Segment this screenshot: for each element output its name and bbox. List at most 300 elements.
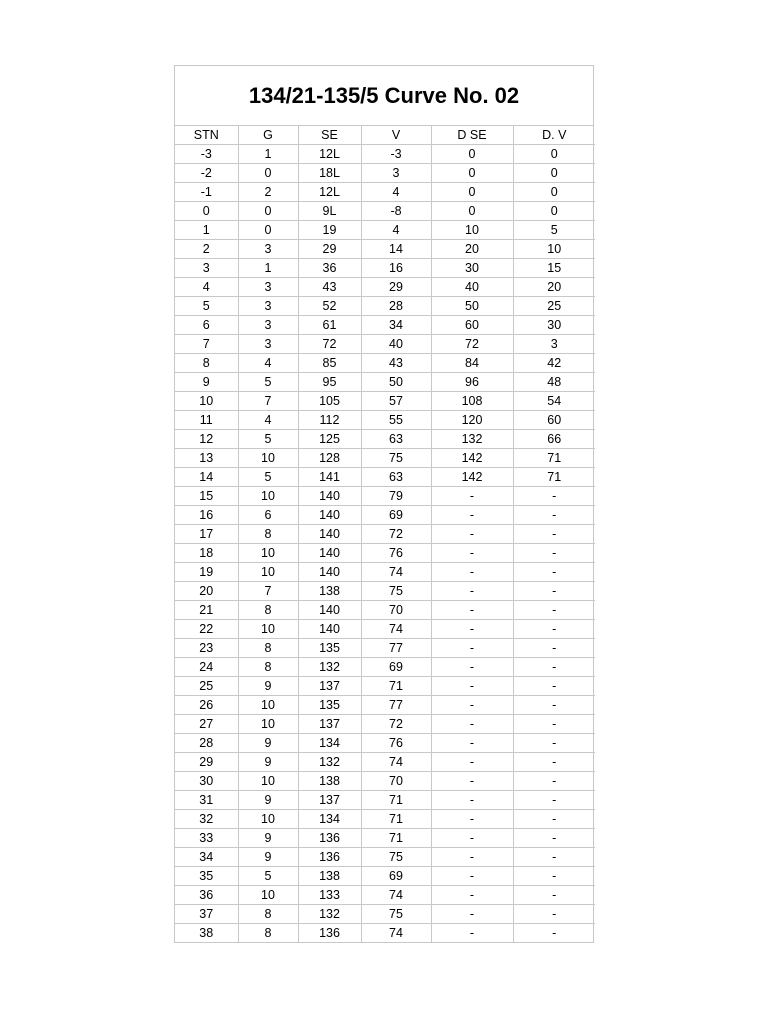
table-row [175,468,595,487]
cell-v: 28 [361,297,431,316]
column-header-v: V [361,126,431,145]
cell-d-se: - [431,620,513,639]
cell-d-v: - [513,905,595,924]
table-row [175,715,595,734]
cell-stn: 23 [175,639,238,658]
cell-d-v: - [513,639,595,658]
cell-g: 0 [238,164,298,183]
table-row [175,544,595,563]
cell-v: 77 [361,696,431,715]
cell-se: 140 [298,525,361,544]
cell-g: 8 [238,639,298,658]
cell-stn: 24 [175,658,238,677]
cell-d-se: 108 [431,392,513,411]
cell-stn: 30 [175,772,238,791]
table-row [175,696,595,715]
cell-d-v: - [513,772,595,791]
cell-stn: 16 [175,506,238,525]
cell-d-v: - [513,810,595,829]
cell-d-v: 30 [513,316,595,335]
table-row [175,145,595,164]
cell-se: 136 [298,924,361,943]
cell-stn: 33 [175,829,238,848]
cell-d-v: - [513,867,595,886]
cell-stn: 8 [175,354,238,373]
cell-v: 74 [361,563,431,582]
table-row [175,601,595,620]
cell-v: 74 [361,620,431,639]
cell-d-v: 5 [513,221,595,240]
cell-d-se: - [431,658,513,677]
table-row [175,221,595,240]
cell-d-v: - [513,582,595,601]
cell-g: 5 [238,468,298,487]
cell-stn: 20 [175,582,238,601]
cell-v: 70 [361,601,431,620]
table-row [175,829,595,848]
table-row [175,563,595,582]
cell-g: 6 [238,506,298,525]
cell-d-se: - [431,601,513,620]
cell-d-se: 0 [431,164,513,183]
table-row [175,240,595,259]
table-body [175,145,595,943]
cell-se: 137 [298,677,361,696]
cell-stn: 1 [175,221,238,240]
cell-d-se: - [431,905,513,924]
table-row [175,297,595,316]
cell-d-se: - [431,487,513,506]
cell-se: 133 [298,886,361,905]
cell-v: 75 [361,905,431,924]
cell-se: 72 [298,335,361,354]
column-header-se: SE [298,126,361,145]
cell-v: 16 [361,259,431,278]
cell-d-v: - [552,926,557,940]
table-row [175,506,595,525]
cell-d-v: - [513,544,595,563]
cell-v: 69 [361,506,431,525]
cell-se: 137 [298,715,361,734]
cell-g: 5 [238,373,298,392]
cell-v: 71 [361,791,431,810]
cell-v: 57 [361,392,431,411]
cell-d-v: - [513,829,595,848]
table-row [175,677,595,696]
table-row [175,582,595,601]
column-header-d-v: D. V [513,126,595,145]
cell-se: 132 [298,658,361,677]
table-row [175,411,595,430]
cell-stn: 38 [175,924,238,943]
cell-d-se: - [431,753,513,772]
cell-stn: 36 [175,886,238,905]
cell-g: 8 [238,601,298,620]
cell-se: 134 [298,810,361,829]
cell-stn: 35 [175,867,238,886]
cell-stn: -3 [175,145,238,164]
table-row [175,354,595,373]
cell-d-v: 10 [513,240,595,259]
cell-stn: 25 [175,677,238,696]
cell-g: 10 [238,696,298,715]
cell-d-v: - [513,715,595,734]
cell-g: 3 [238,278,298,297]
cell-v: 74 [361,924,431,943]
cell-v: 69 [361,867,431,886]
cell-v: 50 [361,373,431,392]
cell-d-se: 96 [431,373,513,392]
cell-d-v: 0 [513,183,595,202]
cell-g: 10 [238,886,298,905]
table-row [175,449,595,468]
column-header-d-se: D SE [431,126,513,145]
cell-se: 138 [298,867,361,886]
cell-se: 140 [298,506,361,525]
cell-d-v: - [513,886,595,905]
cell-se: 134 [298,734,361,753]
cell-v: 71 [361,677,431,696]
table-row [175,164,595,183]
table-row [175,525,595,544]
cell-stn: 18 [175,544,238,563]
table-row [175,886,595,905]
cell-g: 8 [238,905,298,924]
cell-v: 76 [361,734,431,753]
cell-stn: 22 [175,620,238,639]
cell-d-v: 42 [513,354,595,373]
header-row [175,126,595,145]
cell-v: 79 [361,487,431,506]
cell-se: 43 [298,278,361,297]
cell-stn: -2 [175,164,238,183]
cell-se: 61 [298,316,361,335]
cell-se: 18L [298,164,361,183]
cell-g: 0 [238,221,298,240]
cell-stn: 12 [175,430,238,449]
cell-se: 12L [298,183,361,202]
cell-d-v: - [513,563,595,582]
cell-d-se: - [431,848,513,867]
cell-se: 141 [298,468,361,487]
cell-se: 112 [298,411,361,430]
cell-stn: 10 [175,392,238,411]
cell-d-v: 60 [513,411,595,430]
cell-se: 132 [298,753,361,772]
cell-d-v: 48 [513,373,595,392]
cell-d-se: 30 [431,259,513,278]
table-row [175,202,595,221]
cell-d-se: 0 [431,183,513,202]
cell-d-v: 54 [513,392,595,411]
cell-g: 4 [238,354,298,373]
cell-g: 9 [238,734,298,753]
cell-d-se: 50 [431,297,513,316]
cell-d-se: 0 [431,202,513,221]
cell-v: 75 [361,848,431,867]
table-row [175,259,595,278]
cell-se: 138 [298,582,361,601]
cell-v: 75 [361,582,431,601]
cell-se: 125 [298,430,361,449]
cell-g: 10 [238,772,298,791]
cell-d-se: - [431,715,513,734]
cell-d-se: 0 [431,145,513,164]
cell-v: 71 [361,810,431,829]
table-row [175,335,595,354]
cell-d-se: - [431,544,513,563]
cell-g: 0 [238,202,298,221]
cell-g: 3 [238,316,298,335]
cell-se: 95 [298,373,361,392]
cell-d-v: 71 [513,449,595,468]
cell-d-se: 132 [431,430,513,449]
cell-d-se: 10 [431,221,513,240]
cell-v: 69 [361,658,431,677]
cell-g: 10 [238,715,298,734]
cell-stn: 21 [175,601,238,620]
cell-d-se: - [431,677,513,696]
cell-stn: 0 [175,202,238,221]
cell-d-v: - [513,734,595,753]
cell-d-v: - [513,601,595,620]
cell-se: 36 [298,259,361,278]
cell-g: 5 [238,867,298,886]
cell-v: 71 [361,829,431,848]
cell-se: 52 [298,297,361,316]
cell-se: 140 [298,563,361,582]
cell-g: 1 [238,259,298,278]
cell-v: 34 [361,316,431,335]
cell-d-v: - [513,677,595,696]
table-row [175,278,595,297]
table-row [175,791,595,810]
cell-g: 9 [238,791,298,810]
cell-v: 3 [361,164,431,183]
cell-d-se: - [431,506,513,525]
cell-g: 9 [238,829,298,848]
table-row [175,810,595,829]
table-row [175,905,595,924]
curve-data-sheet [174,65,594,943]
cell-v: 63 [361,430,431,449]
cell-stn: 32 [175,810,238,829]
table-row [175,753,595,772]
cell-g: 3 [238,240,298,259]
cell-stn: 6 [175,316,238,335]
cell-se: 19 [298,221,361,240]
cell-d-se: - [431,734,513,753]
cell-g: 4 [238,411,298,430]
table-row [175,392,595,411]
cell-stn: 15 [175,487,238,506]
table-row [175,658,595,677]
cell-se: 135 [298,696,361,715]
cell-stn: 3 [175,259,238,278]
cell-d-se: 72 [431,335,513,354]
cell-v: 72 [361,715,431,734]
cell-g: 8 [238,658,298,677]
cell-d-se: 84 [431,354,513,373]
cell-d-se: - [431,924,513,943]
cell-d-se: 142 [431,468,513,487]
table-row [175,183,595,202]
cell-g: 5 [238,430,298,449]
cell-g: 10 [238,620,298,639]
column-header-g: G [238,126,298,145]
cell-d-se: - [431,525,513,544]
cell-se: 29 [298,240,361,259]
cell-stn: 11 [175,411,238,430]
cell-g: 2 [238,183,298,202]
cell-g: 9 [238,848,298,867]
cell-g: 3 [238,335,298,354]
cell-d-se: - [431,772,513,791]
cell-d-se: - [431,639,513,658]
cell-d-se: - [431,829,513,848]
cell-g: 8 [238,525,298,544]
cell-d-v: - [513,525,595,544]
cell-d-se: 20 [431,240,513,259]
table-row [175,772,595,791]
cell-g: 7 [238,392,298,411]
cell-se: 128 [298,449,361,468]
cell-g: 10 [238,810,298,829]
cell-g: 7 [238,582,298,601]
cell-se: 105 [298,392,361,411]
cell-d-se: - [431,696,513,715]
cell-se: 138 [298,772,361,791]
cell-stn: 14 [175,468,238,487]
cell-d-v: 15 [513,259,595,278]
cell-v: 72 [361,525,431,544]
cell-d-v: - [513,753,595,772]
cell-d-v: 0 [513,202,595,221]
cell-d-v: - [513,658,595,677]
cell-g: 1 [238,145,298,164]
cell-stn: 19 [175,563,238,582]
cell-d-v: 66 [513,430,595,449]
cell-d-v: 71 [513,468,595,487]
cell-d-v: - [513,696,595,715]
cell-d-se: - [431,791,513,810]
cell-v: 4 [361,221,431,240]
cell-d-se: 60 [431,316,513,335]
cell-se: 140 [298,601,361,620]
curve-table [175,126,595,942]
cell-stn: 29 [175,753,238,772]
cell-d-v: 25 [513,297,595,316]
cell-d-se: - [431,563,513,582]
cell-stn: 27 [175,715,238,734]
cell-se: 140 [298,620,361,639]
cell-stn: 2 [175,240,238,259]
cell-d-v: - [513,791,595,810]
table-row [175,487,595,506]
cell-g: 10 [238,563,298,582]
cell-v: 77 [361,639,431,658]
table-row [175,734,595,753]
cell-g: 9 [238,677,298,696]
cell-v: -8 [361,202,431,221]
cell-v: 76 [361,544,431,563]
cell-v: 4 [361,183,431,202]
cell-stn: 37 [175,905,238,924]
cell-v: 74 [361,753,431,772]
cell-se: 135 [298,639,361,658]
table-row [175,924,595,943]
cell-stn: 7 [175,335,238,354]
cell-d-v: - [513,620,595,639]
cell-stn: 4 [175,278,238,297]
cell-d-v: - [513,487,595,506]
cell-d-se: - [431,867,513,886]
cell-stn: 9 [175,373,238,392]
cell-d-se: - [431,886,513,905]
sheet-title: 134/21-135/5 Curve No. 02 [175,66,593,126]
table-row [175,316,595,335]
cell-d-se: 40 [431,278,513,297]
cell-v: 14 [361,240,431,259]
cell-v: 40 [361,335,431,354]
cell-d-se: 142 [431,449,513,468]
cell-v: 55 [361,411,431,430]
column-header-stn: STN [175,126,238,145]
cell-d-v: 20 [513,278,595,297]
cell-d-v: 0 [513,164,595,183]
cell-g: 9 [238,753,298,772]
cell-se: 136 [298,848,361,867]
cell-se: 12L [298,145,361,164]
cell-g: 8 [238,924,298,943]
cell-d-v: - [513,848,595,867]
cell-se: 132 [298,905,361,924]
table-row [175,867,595,886]
cell-d-se: 120 [431,411,513,430]
cell-stn: 17 [175,525,238,544]
cell-d-v: 0 [513,145,595,164]
cell-se: 85 [298,354,361,373]
cell-d-se: - [431,582,513,601]
cell-g: 10 [238,449,298,468]
table-row [175,848,595,867]
cell-v: 29 [361,278,431,297]
cell-stn: -1 [175,183,238,202]
cell-d-v: 3 [513,335,595,354]
cell-se: 136 [298,829,361,848]
cell-d-se: - [431,810,513,829]
cell-v: 63 [361,468,431,487]
cell-se: 140 [298,487,361,506]
cell-g: 3 [238,297,298,316]
cell-stn: 28 [175,734,238,753]
table-row [175,639,595,658]
cell-stn: 34 [175,848,238,867]
cell-g: 10 [238,544,298,563]
cell-stn: 5 [175,297,238,316]
cell-stn: 26 [175,696,238,715]
cell-v: 43 [361,354,431,373]
cell-v: 70 [361,772,431,791]
cell-d-v: - [513,506,595,525]
cell-se: 9L [298,202,361,221]
cell-stn: 13 [175,449,238,468]
cell-g: 10 [238,487,298,506]
cell-se: 140 [298,544,361,563]
table-row [175,373,595,392]
table-row [175,620,595,639]
cell-v: -3 [361,145,431,164]
